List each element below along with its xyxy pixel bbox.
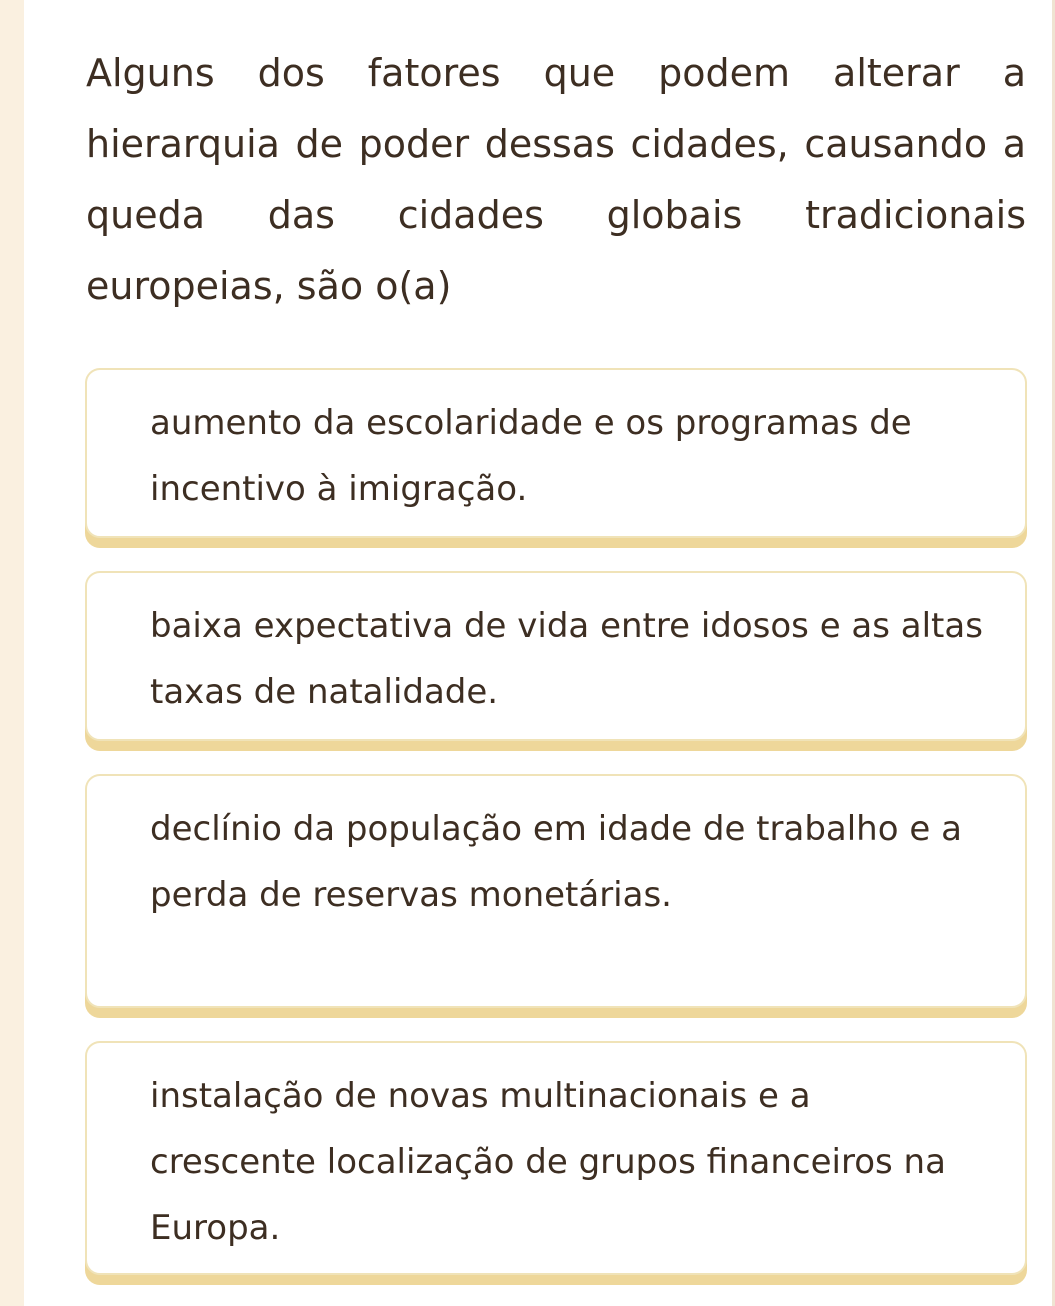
answer-option-c[interactable] bbox=[85, 774, 1027, 1008]
answer-option-a[interactable] bbox=[85, 368, 1027, 538]
answer-option-label: instalação de novas multinacionais e a crescente localização de grupos financeiros na Europa. bbox=[150, 1076, 946, 1248]
answer-option-label: aumento da escolaridade e os programas de incentivo à imigração. bbox=[150, 403, 912, 509]
question-text: Alguns dos fatores que podem alterar a hierarquia de poder dessas cidades, causando a queda das cidades globais tradicionais europeias, são o(a) bbox=[86, 51, 1026, 308]
answer-option-b[interactable] bbox=[85, 571, 1027, 741]
answer-option-label: baixa expectativa de vida entre idosos e as altas taxas de natalidade. bbox=[150, 606, 983, 712]
answer-option-label: declínio da população em idade de trabalho e a perda de reservas monetárias. bbox=[150, 809, 962, 915]
answer-option-d[interactable] bbox=[85, 1041, 1027, 1275]
left-margin-strip bbox=[0, 0, 24, 1306]
